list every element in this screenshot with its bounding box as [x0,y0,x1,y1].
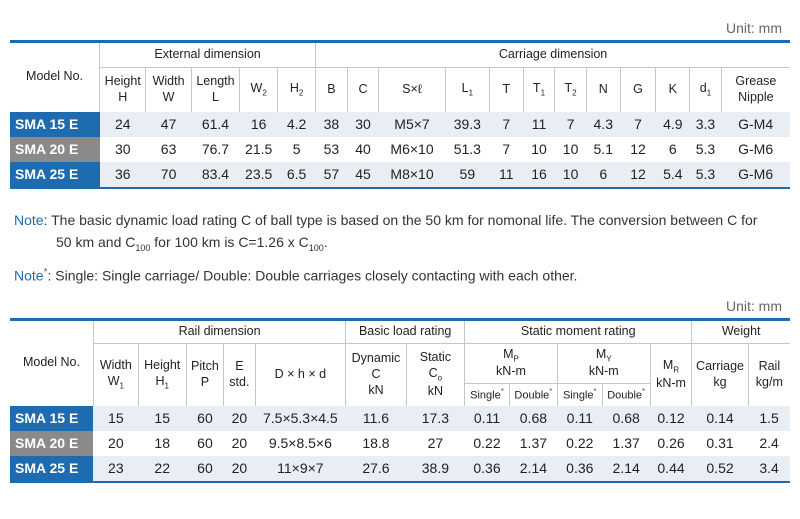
rail-dimension-header: Rail dimension [93,320,345,344]
table-cell: 0.11 [465,406,510,431]
table-cell: 18.8 [346,431,406,456]
table-cell: 11 [489,162,523,188]
table-cell: 11.6 [346,406,406,431]
table-cell: 5.3 [690,137,722,162]
table-cell: 3.4 [748,456,790,482]
table-cell: 53 [316,137,348,162]
table-cell: 0.26 [650,431,692,456]
table-cell: 15 [138,406,186,431]
col-mp: $M_P$ kN-m [465,344,558,384]
table-cell: 5.1 [586,137,620,162]
table-cell: 57 [316,162,348,188]
table-cell: 0.12 [650,406,692,431]
table-cell: 2.4 [748,431,790,456]
col-carriage-weight: Carriage kg [692,344,748,406]
table-cell: 20 [224,431,255,456]
table-cell: 60 [186,406,224,431]
table-cell: 4.2 [278,112,316,137]
table-cell: 6 [656,137,690,162]
table-cell: 6 [586,162,620,188]
static-moment-rating-header: Static moment rating [465,320,692,344]
rail-dimension-table [10,318,790,483]
model-no-header: Model No. [10,42,100,112]
table-cell: 7 [555,112,587,137]
table-cell: 63 [146,137,191,162]
unit-label-2: Unit: mm [726,298,782,314]
table-cell: 1.37 [509,431,557,456]
table-row [10,456,790,482]
model-no-cell: SMA 20 E [10,137,100,162]
table-cell: M6×10 [379,137,445,162]
col-my: $M_Y$ kN-m [557,344,650,384]
table-cell: 7.5×5.3×4.5 [255,406,346,431]
col-mr: $M_R$ kN-m [650,344,692,406]
table-cell: 30 [347,112,379,137]
table-cell: 2.14 [509,456,557,482]
carriage-dimension-header: Carriage dimension [316,42,790,68]
col-t: T [489,68,523,112]
table-cell: 20 [224,456,255,482]
table-cell: 61.4 [191,112,239,137]
table-cell: 20 [93,431,138,456]
table-cell: 7 [489,137,523,162]
table-cell: 0.68 [602,406,650,431]
table-cell: 1.37 [602,431,650,456]
table-cell: 36 [100,162,146,188]
table-cell: 0.14 [692,406,748,431]
model-no-header-2: Model No. [10,320,93,406]
weight-header: Weight [692,320,790,344]
table-cell: 23 [93,456,138,482]
model-no-cell: SMA 25 E [10,162,100,188]
col-my-double: Double* [602,384,650,406]
col-my-single: Single* [557,384,602,406]
table-cell: 9.5×8.5×6 [255,431,346,456]
table-cell: 60 [186,431,224,456]
col-b: B [316,68,348,112]
col-d1: $d_1$ [690,68,722,112]
table-cell: 38.9 [406,456,464,482]
unit-label-1: Unit: mm [726,20,782,36]
table-cell: 7 [489,112,523,137]
table-cell: 5 [278,137,316,162]
col-t1: $T_1$ [523,68,555,112]
table-cell: 70 [146,162,191,188]
table-row [10,112,790,137]
table-cell: 30 [100,137,146,162]
carriage-dimension-table [10,40,790,189]
table-cell: 0.44 [650,456,692,482]
table-cell: 18 [138,431,186,456]
table-cell: 16 [523,162,555,188]
col-rail-width: Width $W_1$ [93,344,138,406]
table-cell: 15 [93,406,138,431]
table-cell: 0.68 [509,406,557,431]
table-cell: 23.5 [240,162,278,188]
table-cell: 20 [224,406,255,431]
table-cell: G-M6 [721,137,790,162]
external-dimension-header: External dimension [100,42,316,68]
table-cell: 0.11 [557,406,602,431]
table-cell: 27.6 [346,456,406,482]
table-cell: 76.7 [191,137,239,162]
table-cell: G-M6 [721,162,790,188]
note-load-rating: Note: The basic dynamic load rating C of ball type is based on the 50 km for nomonal life. The conversion between C for 50 km and $C_{100}$ for 100 km is C=1.26 x $C_{100}$. [14,212,758,253]
col-dynamic: Dynamic C kN [346,344,406,406]
table-cell: 12 [620,162,656,188]
col-length: Length L [191,68,239,112]
table-cell: 3.3 [690,112,722,137]
col-height: Height H [100,68,146,112]
table-cell: 4.9 [656,112,690,137]
col-l1: $L_1$ [445,68,489,112]
table-cell: 11×9×7 [255,456,346,482]
table-cell: 10 [555,137,587,162]
table-cell: 24 [100,112,146,137]
table-cell: 0.36 [557,456,602,482]
table-cell: 0.22 [557,431,602,456]
table-cell: 5.3 [690,162,722,188]
col-sxl: S×ℓ [379,68,445,112]
note-single-double: Note*: Single: Single carriage/ Double: Double carriages closely contacting with each other. [14,267,578,284]
table-cell: 17.3 [406,406,464,431]
table-cell: 39.3 [445,112,489,137]
col-e-std: E std. [224,344,255,406]
col-h2: $H_2$ [278,68,316,112]
table-cell: 5.4 [656,162,690,188]
table-row [10,431,790,456]
table-cell: 83.4 [191,162,239,188]
table-cell: 1.5 [748,406,790,431]
table-cell: 45 [347,162,379,188]
table-cell: 11 [523,112,555,137]
table-cell: M8×10 [379,162,445,188]
table-cell: 6.5 [278,162,316,188]
col-w2: $W_2$ [240,68,278,112]
table-cell: 0.22 [465,431,510,456]
model-no-cell: SMA 25 E [10,456,93,482]
table-cell: 38 [316,112,348,137]
col-grease-nipple: Grease Nipple [721,68,790,112]
table-cell: 21.5 [240,137,278,162]
col-mp-double: Double* [509,384,557,406]
col-c: C [347,68,379,112]
basic-load-rating-header: Basic load rating [346,320,465,344]
table-cell: 10 [523,137,555,162]
col-static: Static $C_o$ kN [406,344,464,406]
table-cell: 4.3 [586,112,620,137]
table-cell: M5×7 [379,112,445,137]
table-cell: 27 [406,431,464,456]
table-cell: 40 [347,137,379,162]
table-cell: 0.31 [692,431,748,456]
table-row [10,162,790,188]
col-k: K [656,68,690,112]
col-t2: $T_2$ [555,68,587,112]
col-rail-weight: Rail kg/m [748,344,790,406]
table-cell: 10 [555,162,587,188]
table-cell: 0.36 [465,456,510,482]
col-g: G [620,68,656,112]
col-dhd: D × h × d [255,344,346,406]
table-cell: 51.3 [445,137,489,162]
table-cell: 7 [620,112,656,137]
table-row [10,137,790,162]
model-no-cell: SMA 15 E [10,112,100,137]
model-no-cell: SMA 15 E [10,406,93,431]
table-cell: 59 [445,162,489,188]
table-cell: 0.52 [692,456,748,482]
table-row [10,406,790,431]
col-rail-height: Height $H_1$ [138,344,186,406]
table-cell: 16 [240,112,278,137]
table-cell: 47 [146,112,191,137]
col-mp-single: Single* [465,384,510,406]
col-width: Width W [146,68,191,112]
col-n: N [586,68,620,112]
table-cell: 60 [186,456,224,482]
table-cell: 2.14 [602,456,650,482]
table-cell: G-M4 [721,112,790,137]
col-pitch: Pitch P [186,344,224,406]
model-no-cell: SMA 20 E [10,431,93,456]
table-cell: 22 [138,456,186,482]
table-cell: 12 [620,137,656,162]
